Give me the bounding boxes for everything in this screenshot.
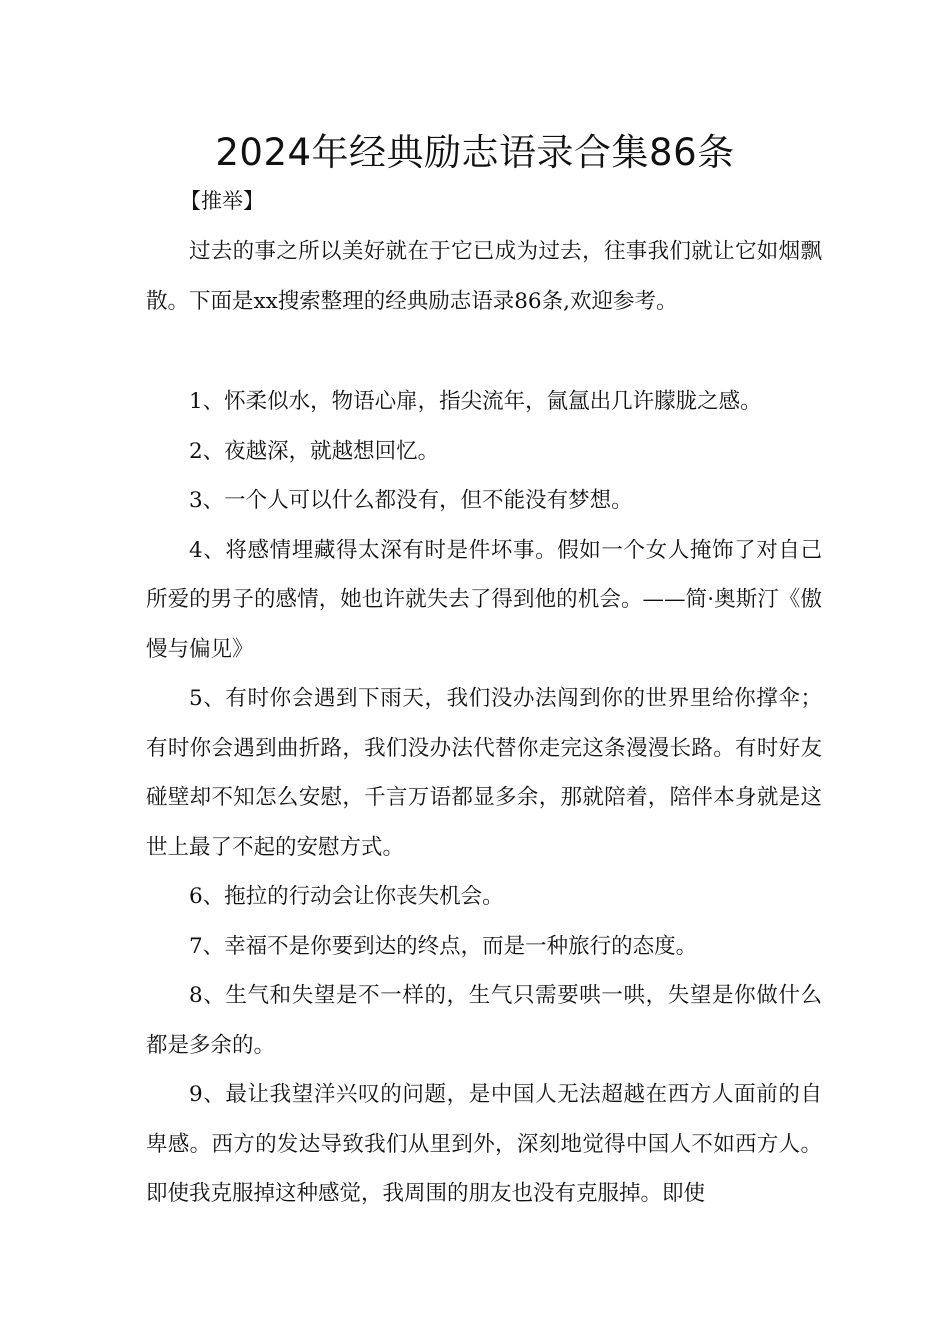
- list-item: 6、拖拉的行动会让你丧失机会。: [189, 884, 504, 909]
- list-item: 2、夜越深，就越想回忆。: [189, 438, 440, 464]
- list-item: 5、有时你会遇到下雨天，我们没办法闯到你的世界里给你撑伞；有时你会遇到曲折路，我们没办法代替你走完这条漫漫长路。有时好友碰壁却不知怎么安慰，千言万语都显多余，那就陪着，陪伴本身就是这世上最了不起的安慰方式。: [146, 686, 822, 860]
- document-title: 2024年经典励志语录合集86条: [215, 131, 735, 174]
- list-item: 1、怀柔似水，物语心扉，指尖流年，氤氲出几许朦胧之感。: [189, 389, 762, 414]
- recommend-tag: 【推举】: [180, 189, 264, 213]
- list-item: 9、最让我望洋兴叹的问题，是中国人无法超越在西方人面前的自卑感。西方的发达导致我们从里到外，深刻地觉得中国人不如西方人。即使我克服掉这种感觉，我周围的朋友也没有克服掉。即使: [146, 1082, 822, 1206]
- intro-section: [146, 227, 822, 326]
- quote-list: [146, 377, 822, 1219]
- list-item: 7、幸福不是你要到达的终点，而是一种旅行的态度。: [189, 933, 698, 959]
- list-item: 4、将感情埋藏得太深有时是件坏事。假如一个女人掩饰了对自己所爱的男子的感情，她也许就失去了得到他的机会。——简·奥斯汀《傲慢与偏见》: [146, 537, 822, 662]
- list-item: 3、一个人可以什么都没有，但不能没有梦想。: [189, 488, 633, 513]
- intro-paragraph: 过去的事之所以美好就在于它已成为过去，往事我们就让它如烟飘散。下面是xx搜索整理的经典励志语录86条,欢迎参考。: [146, 239, 822, 314]
- list-item: 8、生气和失望是不一样的，生气只需要哄一哄，失望是你做什么都是多余的。: [146, 983, 822, 1058]
